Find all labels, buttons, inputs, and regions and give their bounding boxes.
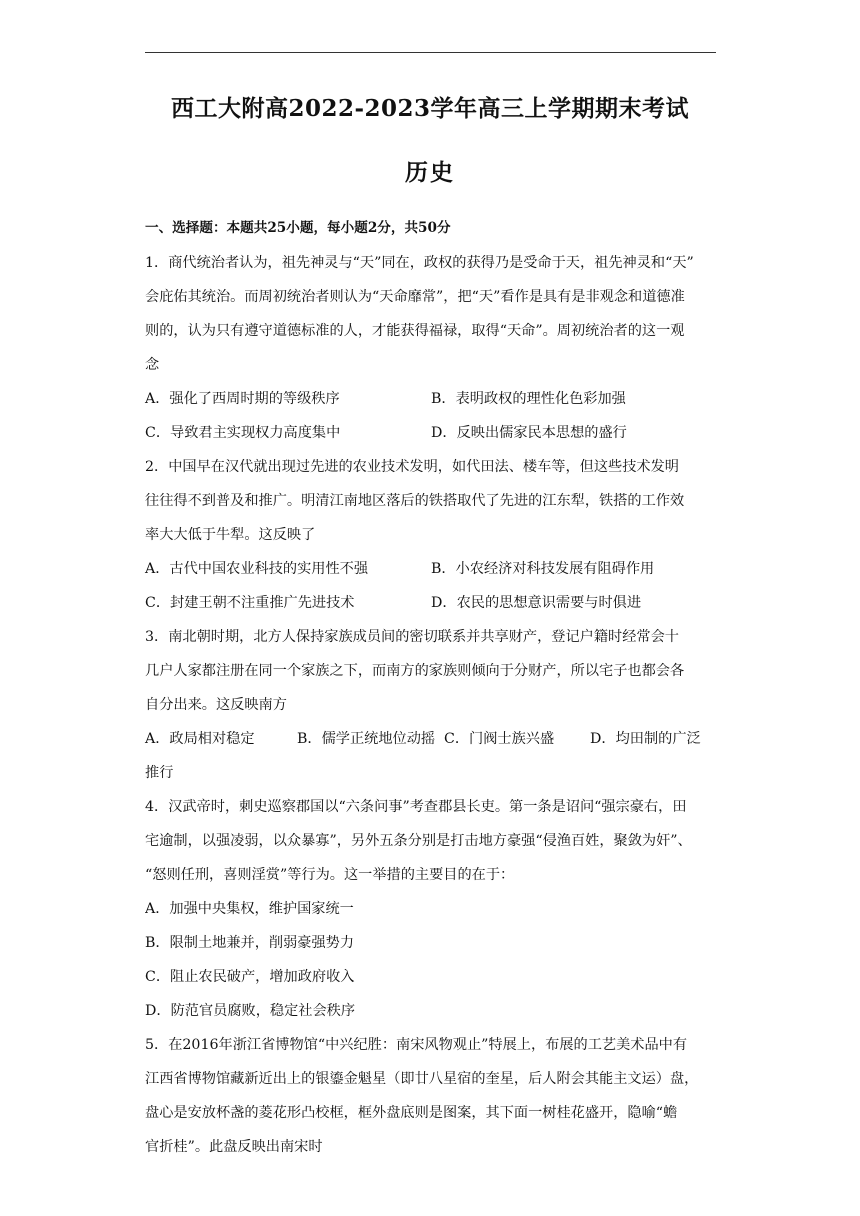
option-d: D．防范官员腐败，稳定社会秩序 bbox=[145, 1003, 356, 1019]
option-b: B．限制土地兼并，削弱豪强势力 bbox=[145, 935, 355, 951]
option-a: A．强化了西周时期的等级秩序 bbox=[145, 391, 340, 407]
header-rule bbox=[145, 52, 716, 53]
options-row bbox=[145, 552, 717, 586]
question-text-line: 4．汉武帝时，刺史巡察郡国以“六条问事”考查郡县长吏。第一条是诏问“强宗豪右，田 bbox=[145, 799, 687, 815]
question-5 bbox=[145, 1028, 717, 1164]
question-text-line: 5．在2016年浙江省博物馆“中兴纪胜：南宋风物观止”特展上，布展的工艺美术品中有 bbox=[145, 1037, 688, 1053]
option-c: C．门阀士族兴盛 bbox=[444, 731, 555, 747]
option-a: A．加强中央集权，维护国家统一 bbox=[145, 901, 354, 917]
option-c: C．阻止农民破产，增加政府收入 bbox=[145, 969, 355, 985]
option-a: A．政局相对稳定 bbox=[145, 731, 255, 747]
option-a: A．古代中国农业科技的实用性不强 bbox=[145, 561, 369, 577]
question-text-line: 则的，认为只有遵守道德标准的人，才能获得福禄，取得“天命”。周初统治者的这一观 bbox=[145, 323, 685, 339]
options-row bbox=[145, 382, 717, 416]
question-text-line: 率大大低于牛犁。这反映了 bbox=[145, 527, 316, 543]
question-text-line: 3．南北朝时期，北方人保持家族成员间的密切联系并共享财产，登记户籍时经常会十 bbox=[145, 629, 679, 645]
option-d: D．反映出儒家民本思想的盛行 bbox=[431, 425, 627, 441]
question-text-line: 自分出来。这反映南方 bbox=[145, 697, 287, 713]
question-text-line: 江西省博物馆藏新近出上的银鎏金魁星（即廿八星宿的奎星，后人附会其能主文运）盘， bbox=[145, 1071, 699, 1087]
exam-title: 西工大附高2022-2023学年高三上学期期末考试 bbox=[170, 95, 690, 122]
option-b: B．表明政权的理性化色彩加强 bbox=[431, 391, 626, 407]
option-c: C．导致君主实现权力高度集中 bbox=[145, 425, 341, 441]
option-d-continuation: 推行 bbox=[145, 765, 174, 781]
question-text-line: 官折桂”。此盘反映出南宋时 bbox=[145, 1139, 323, 1155]
option-b: B．儒学正统地位动摇 bbox=[297, 731, 436, 747]
question-text-line: 盘心是安放杯盏的菱花形凸校框，框外盘底则是图案，其下面一树桂花盛开，隐喻“蟾 bbox=[145, 1105, 678, 1121]
question-text-line: 会庇佑其统治。而周初统治者则认为“天命靡常”，把“天”看作是具有是非观念和道德准 bbox=[145, 289, 685, 305]
question-text-line: 念 bbox=[145, 357, 160, 373]
question-3 bbox=[145, 620, 717, 790]
options-row bbox=[145, 416, 717, 450]
options-row bbox=[145, 586, 717, 620]
question-text-line: 1．商代统治者认为，祖先神灵与“天”同在，政权的获得乃是受命于天，祖先神灵和“天” bbox=[145, 255, 694, 271]
question-text-line: “怒则任刑，喜则淫赏”等行为。这一举措的主要目的在于： bbox=[145, 867, 515, 883]
question-text-line: 往往得不到普及和推广。明清江南地区落后的铁搭取代了先进的江东犁，铁搭的工作效 bbox=[145, 493, 685, 509]
section-heading: 一、选择题：本题共25小题，每小题2分，共50分 bbox=[145, 220, 451, 236]
option-c: C．封建王朝不注重推广先进技术 bbox=[145, 595, 355, 611]
options-row bbox=[145, 722, 717, 756]
question-4 bbox=[145, 790, 717, 1028]
question-text-line: 宅逾制，以强凌弱，以众暴寡”，另外五条分别是打击地方豪强“侵渔百姓，聚敛为奸”、 bbox=[145, 833, 692, 849]
exam-body bbox=[145, 210, 717, 1164]
question-2 bbox=[145, 450, 717, 620]
subject-title: 历史 bbox=[405, 159, 455, 186]
option-d: D．均田制的广泛 bbox=[590, 731, 701, 747]
option-b: B．小农经济对科技发展有阻碍作用 bbox=[431, 561, 655, 577]
question-1 bbox=[145, 246, 717, 450]
question-text-line: 几户人家都注册在同一个家族之下，而南方的家族则倾向于分财产，所以宅子也都会各 bbox=[145, 663, 685, 679]
question-text-line: 2．中国早在汉代就出现过先进的农业技术发明，如代田法、楼车等，但这些技术发明 bbox=[145, 459, 679, 475]
option-d: D．农民的思想意识需要与时俱进 bbox=[431, 595, 642, 611]
